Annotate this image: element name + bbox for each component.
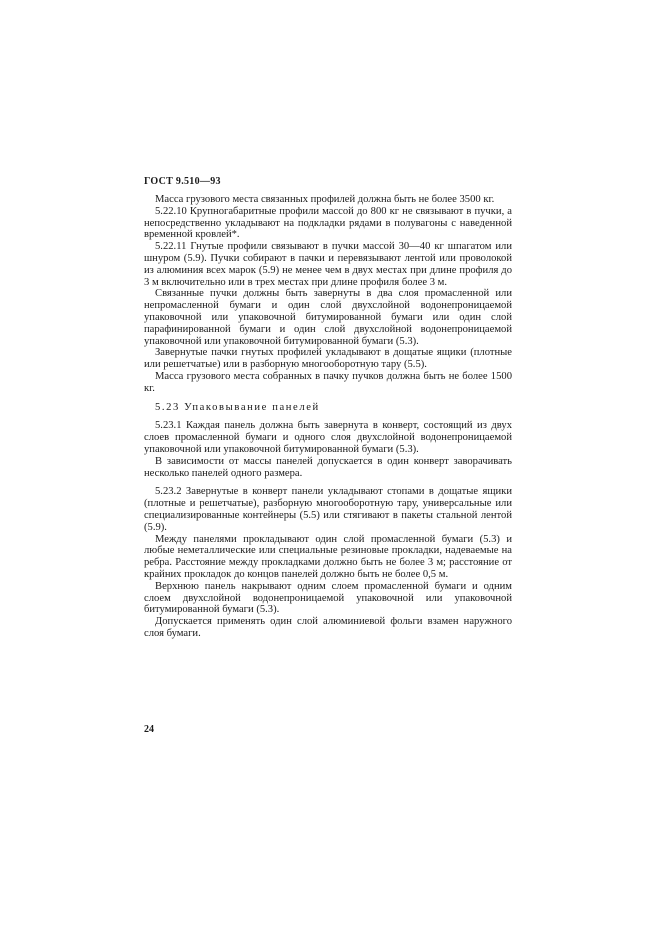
paragraph-5-22-10: 5.22.10 Крупногабаритные профили массой до 800 кг не связывают в пучки, а непосредственно укладывают на подкладки рядами в полувагоны с наведенной временной кровлей*. <box>144 205 512 241</box>
body-text <box>144 194 512 640</box>
page-number: 24 <box>144 724 154 735</box>
paragraph-5-22-11: 5.22.11 Гнутые профили связывают в пучки массой 30—40 кг шпагатом или шнуром (5.9). Пучки собирают в пачки и перевязывают лентой или проволокой из алюминия всех марок (5.9) не менее чем в двух местах при длине профиля до 3 м включительно или в трех местах при длине профиля более 3 м. <box>144 241 512 288</box>
document-header: ГОСТ 9.510—93 <box>144 176 221 187</box>
paragraph-bundle-mass: Масса грузового места собранных в пачку пучков должна быть не более 1500 кг. <box>144 370 512 394</box>
paragraph-interlayers: Между панелями прокладывают один слой промасленной бумаги (5.3) и любые неметаллические или специальные резиновые прокладки, надеваемые на ребра. Расстояние между прокладками должно быть не более 3 м; расстояние от крайних прокладок до концов панелей должно быть не более 0,5 м. <box>144 533 512 580</box>
paragraph-5-23-2: 5.23.2 Завернутые в конверт панели укладывают стопами в дощатые ящики (плотные и решетчатые), разборную многооборотную тару, универсальные или специализированные контейнеры (5.5) или стягивают в пакеты стальной лентой (5.9). <box>144 486 512 533</box>
paragraph-top-panel: Верхнюю панель накрывают одним слоем промасленной бумаги и одним слоем двухслойной водонепроницаемой упаковочной или упаковочной битумированной бумаги (5.3). <box>144 580 512 616</box>
paragraph-packing: Завернутые пачки гнутых профилей укладывают в дощатые ящики (плотные или решетчатые) или в разборную многооборотную тару (5.5). <box>144 347 512 371</box>
paragraph-wrapping: Связанные пучки должны быть завернуты в два слоя промасленной или непромасленной бумаги и один слой двухслойной водонепроницаемой упаковочной или упаковочной битумированной бумаги или один слой парафинированной бумаги и один слой двухслойной водонепроницаемой упаковочной или упаковочной битумированной бумаги (5.3). <box>144 288 512 347</box>
paragraph-envelope: В зависимости от массы панелей допускается в один конверт заворачивать несколько панелей одного размера. <box>144 455 512 479</box>
section-heading-5-23: 5.23 Упаковывание панелей <box>155 401 320 413</box>
paragraph-mass-limit: Масса грузового места связанных профилей должна быть не более 3500 кг. <box>155 194 495 205</box>
paragraph-5-23-1: 5.23.1 Каждая панель должна быть завернута в конверт, состоящий из двух слоев промасленной бумаги и одного слоя двухслойной водонепроницаемой упаковочной или упаковочной битумированной бумаги (5.3). <box>144 420 512 455</box>
paragraph-foil: Допускается применять один слой алюминиевой фольги взамен наружного слоя бумаги. <box>144 616 512 639</box>
